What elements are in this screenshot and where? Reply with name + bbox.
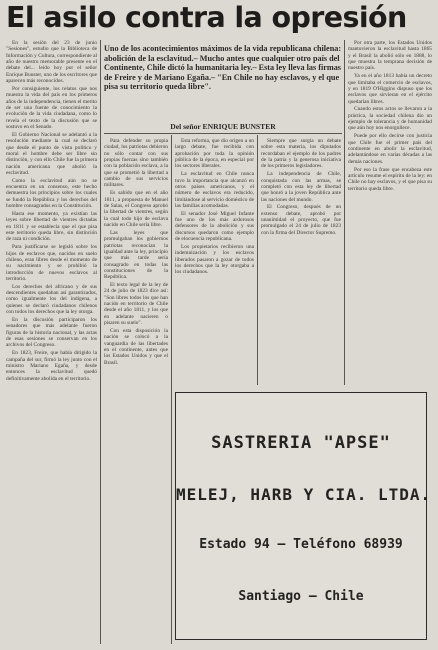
paragraph: Siempre que surgía un debate sobre esta materia, los diputados recordaban el ejemplo de los padres de la patria y la generosa iniciativa de los primeros legisladores.	[261, 138, 341, 170]
article-byline: Del señor ENRIQUE BUNSTER	[170, 122, 276, 131]
paragraph: Por consiguiente, los relatos que nos muestra la vida del país en los primeros años de la independencia, tienen el merito de ser una fuente de conocimiento la evolución de la vida ciudadana, como lo revela el texto de la discusión que se sostuvo en el Senado.	[6, 85, 97, 130]
paragraph: Por eso la frase que encabeza este artículo resume el espíritu de la ley: en Chile no hay esclavos, y el que pisa su territorio queda libre.	[348, 166, 432, 192]
paragraph: Por otra parte, los Estados Unidos mantuvieron la esclavitud hasta 1865 y el Brasil la abolió sólo en 1888, lo que muestra la temprana decisión de nuestro país.	[348, 40, 432, 72]
ad-business-name: SASTRERIA "APSE"	[211, 433, 391, 453]
paragraph: La esclavitud en Chile nunca tuvo la importancia que alcanzó en otros países americanos, y el número de esclavos era reducido, limitándose al servicio doméstico de las familias acomodadas.	[175, 171, 254, 209]
paragraph: Las leyes que promulgaban los gobiernos patriotas reconocían la igualdad ante la ley, principio que más tarde sería consagrado en todas las constituciones de la República.	[104, 229, 168, 281]
paragraph: Como la esclavitud aún no se encuentra en un consenso, este hecho demuestra los principios sobre los cuales se fundó la República y los derechos del hombre consagrados en la Constitución.	[6, 177, 97, 210]
paragraph: En la discusión participaron los senadores que más adelante fueron figuras de la historia nacional, y las actas de esas sesiones se conservan en los archivos del Congreso.	[6, 316, 97, 349]
article-column-5	[348, 40, 432, 386]
paragraph: El senador José Miguel Infante fue uno de los más ardorosos defensores de la abolición y sus discursos quedaron como ejemplo de elocuencia republicana.	[175, 210, 254, 243]
paragraph: En la sesión del 23 de junio "Sesiones", estudio que la Biblioteca de Información y Cultura, correspondiente al año de nuestro memorable presente en el debate del... leído hoy por el señor Enrique Bunster, uno de los escritores que aparecen más reconocidos.	[6, 40, 97, 85]
paragraph: El Gobierno Nacional se adelantó a la resolución mediante la cual se declaró que desde el punto de vista político y moral el hombre debe ser libre sin distinción, y con ello Chile fue la primera nación americana que abolió la esclavitud.	[6, 131, 97, 176]
paragraph: Para defender su propia ciudad, los patriotas debieron no sólo contar con sus propias fuerzas sino también con la población esclava, a la que se prometió la libertad a cambio de sus servicios militares.	[104, 138, 168, 189]
article-column-1	[6, 40, 97, 644]
column-rule	[344, 40, 345, 385]
paragraph: Con esta disposición la nación se colocó a la vanguardia de las libertades en el continente, antes que los Estados Unidos y que el Brasil.	[104, 327, 168, 366]
paragraph: Para justificarse se legisló sobre los hijos de esclavos que, nacidos en suelo chileno, eran libres desde el momento de su nacimiento y se prohibió la introducción de nuevos esclavos al territorio.	[6, 244, 97, 282]
article-deck	[104, 44, 342, 92]
deck-rule	[104, 133, 342, 134]
article-headline: El asilo contra la opresión	[6, 1, 407, 34]
paragraph: Esta reforma, que dio origen a un largo debate, fue recibida con aprobación por toda la opinión pública de la época, en especial por los sectores liberales.	[175, 138, 254, 170]
article-column-2	[104, 138, 168, 644]
ad-address: Estado 94 – Teléfono 68939	[199, 537, 403, 552]
column-rule	[171, 135, 172, 644]
paragraph: Puede por ello decirse con justicia que Chile fue el primer país del continente en abolir la esclavitud, adelantándose en varias décadas a las demás naciones.	[348, 133, 432, 165]
paragraph: Cuando estos actos se llevaron a la práctica, la sociedad chilena dio un ejemplo de tolerancia y de humanidad que aún hoy nos enorgullece.	[348, 106, 432, 132]
article-column-3	[175, 138, 254, 386]
article-column-4	[261, 138, 341, 386]
ad-firm-name: MELEJ, HARB Y CIA. LTDA.	[176, 485, 432, 504]
column-rule	[100, 40, 101, 644]
paragraph: Hasta ese momento, ya existían las leyes sobre libertad de vientres dictadas en 1811 y se establecía que el que pisa este territorio queda libre, sin distinción de raza ni condición.	[6, 210, 97, 243]
paragraph: En 1823, Freire, que había dirigido la campaña del sur, firmó la ley junto con el ministro Mariano Egaña, y desde entonces la esclavitud quedó definitivamente abolida en el territorio.	[6, 350, 97, 382]
paragraph: El Congreso, después de un extenso debate, aprobó por unanimidad el proyecto, que fue promulgado el 24 de julio de 1823 con la firma del Director Supremo.	[261, 204, 341, 236]
paragraph: Ya en el año 1813 había un decreto que limitaba el comercio de esclavos, y en 1819 O'Higgins dispuso que los esclavos que sirvieran en el ejército quedarían libres.	[348, 73, 432, 105]
paragraph: Es sabido que en el año 1811, a propuesta de Manuel de Salas, el Congreso aprobó la libertad de vientres, según la cual todo hijo de esclava nacido en Chile sería libre.	[104, 190, 168, 228]
ad-city: Santiago – Chile	[238, 589, 364, 604]
column-rule	[257, 135, 258, 385]
paragraph: La independencia de Chile, conquistada con las armas, se completó con esta ley de libertad que honró a la joven República ante las naciones del mundo.	[261, 171, 341, 203]
paragraph: Los derechos del africano y de sus descendientes quedaban así garantizados, como igualmente los del indígena, a quienes se declaró ciudadanos chilenos con todos los derechos que la ley otorga.	[6, 283, 97, 316]
paragraph: Los propietarios recibieron una indemnización y los esclavos liberados pasaron a gozar de todos los derechos que la ley otorgaba a los ciudadanos.	[175, 244, 254, 276]
deck-paragraph: Uno de los acontecimientos máximos de la vida republicana chilena: abolición de la esclavitud.– Mucho antes que cualquier otro país del Continente, Chile dictó la humanitaria ley.– Esta ley lleva las firmas de Freire y de Mariano Egaña.– "En Chile no hay esclavos, y el que pisa su territorio queda libre".	[104, 44, 342, 92]
paragraph: El texto legal de la ley de 24 de julio de 1823 dice así: "Son libres todos los que han nacido en territorio de Chile desde el año 1811, y los que en adelante nacieren o pisaren su suelo".	[104, 282, 168, 327]
tailor-advertisement	[175, 392, 432, 640]
